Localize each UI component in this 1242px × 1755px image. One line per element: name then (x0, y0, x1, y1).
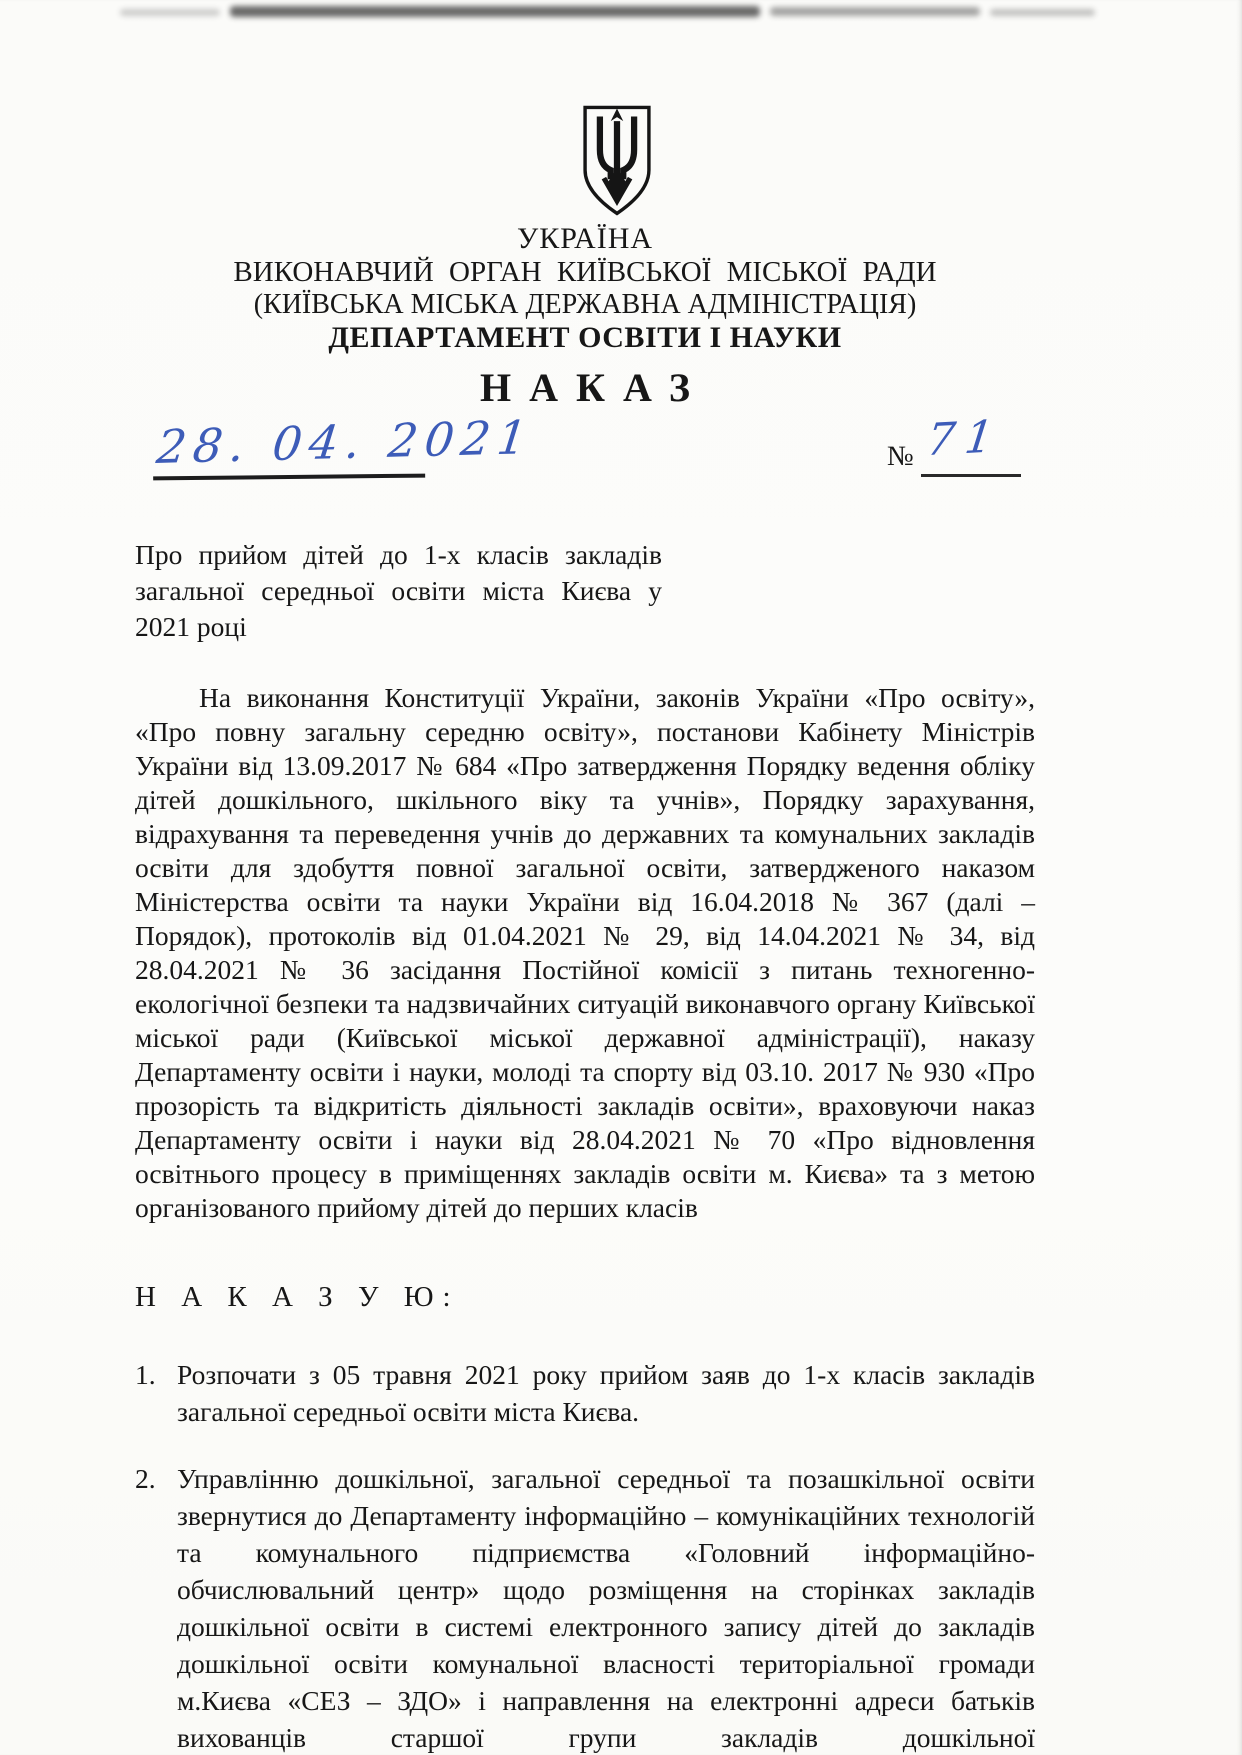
number-label: № (887, 441, 914, 472)
header-org-line2: (КИЇВСЬКА МІСЬКА ДЕРЖАВНА АДМІНІСТРАЦІЯ) (253, 289, 917, 320)
order-item-text: Управлінню дошкільної, загальної середньої та позашкільної освіти звернутися до Департаменту інформаційно – комунікаційних технологій та комунального підприємства «Головний інформаційно-обчислювальний центр» щодо розміщення на сторінках закладів дошкільної освіти в системі електронного запису дітей до закладів дошкільної освіти комунальної власності територіальної громади м.Києва «СЕЗ – ЗДО» і направлення на електронні адреси батьків вихованців старшої групи закладів дошкільної (177, 1463, 1035, 1753)
handwritten-number: 71 (923, 410, 1007, 467)
header-department: ДЕПАРТАМЕНТ ОСВІТИ І НАУКИ (328, 321, 842, 354)
order-item-number: 1. (135, 1359, 156, 1390)
document-content (135, 0, 1035, 1755)
handwritten-date: 28. 04. 2021 (153, 409, 537, 475)
header-org-line1: ВИКОНАВЧИЙ ОРГАН КИЇВСЬКОЇ МІСЬКОЇ РАДИ (233, 256, 937, 288)
date-underline (153, 442, 425, 481)
document-subject: Про прийом дітей до 1-х класів закладів загальної середньої освіти міста Києва у 2021 році (135, 539, 662, 642)
order-item-text: Розпочати з 05 травня 2021 року прийом заяв до 1-х класів закладів загальної середньої освіти міста Києва. (177, 1359, 1035, 1427)
order-item-1 (135, 1356, 1035, 1430)
preamble-paragraph: На виконання Конституції України, законів України «Про освіту», «Про повну загальну середню освіту», постанови Кабінету Міністрів України від 13.09.2017 № 684 «Про затвердження Порядку ведення обліку дітей дошкільного, шкільного віку та учнів», Порядку зарахування, відрахування та переведення учнів до державних та комунальних закладів освіти для здобуття повної загальної освіти, затвердженого наказом Міністерства освіти та науки України від 16.04.2018 № 367 (далі – Порядок), протоколів від 01.04.2021 № 29, від 14.04.2021 № 34, від 28.04.2021 № 36 засідання Постійної комісії з питань техногенно-екологічної безпеки та надзвичайних ситуацій виконавчого органу Київської міської ради (Київської міської державної адміністрації), наказу Департаменту освіти і науки, молоді та спорту від 03.10. 2017 № 930 «Про прозорість та відкритість діяльності закладів освіти», враховуючи наказ Департаменту освіти і науки від 28.04.2021 № 70 «Про відновлення освітнього процесу в приміщеннях закладів освіти м. Києва» та з метою організованого прийому дітей до перших класів (135, 682, 1035, 1223)
number-underline (921, 443, 1021, 477)
emblem-wrap (135, 104, 1035, 218)
order-list (135, 1356, 1035, 1755)
order-item-number: 2. (135, 1463, 156, 1494)
order-item-2 (135, 1460, 1035, 1755)
ukraine-trident-emblem (577, 104, 657, 218)
header-country: УКРАЇНА (516, 222, 654, 255)
order-heading: Н А К А З У Ю: (135, 1281, 460, 1313)
date-number-row (135, 409, 1035, 501)
document-type-title: НАКАЗ (479, 365, 708, 410)
